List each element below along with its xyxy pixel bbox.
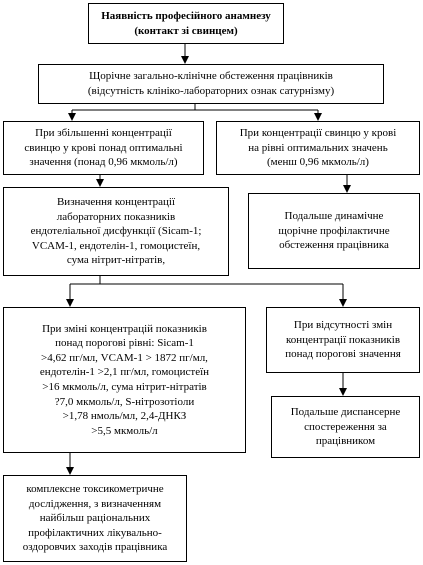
annual-exam-line: Щорічне загально-клінічне обстеження працівників: [89, 70, 333, 83]
lead-optimal-line: При концентрації свинцю у крові: [239, 127, 397, 140]
threshold-line: ендотелін-1 >2,1 пг/мл, гомоцистеїн: [39, 366, 210, 379]
lab-indicators-line: лабораторних показників: [56, 210, 176, 223]
dynamic-prophylaxis-line: Подальше динамічне: [284, 210, 384, 223]
toxicometric-line: дослідження, з визначенням: [28, 497, 162, 510]
box-lead-increase: [3, 121, 204, 175]
box-lab-indicators: [3, 187, 229, 276]
dispensary-line: Подальше диспансерне: [290, 406, 401, 419]
box-dynamic-prophylaxis: [248, 193, 420, 269]
box-lead-optimal: [216, 121, 420, 175]
box-professional-anamnesis: [88, 3, 284, 44]
threshold-line: >1,78 нмоль/мл, 2,4-ДНКЗ: [62, 410, 187, 423]
lead-increase-line: значення (понад 0,96 мкмоль/л): [29, 156, 178, 169]
lead-optimal-line: (менш 0,96 мкмоль/л): [267, 156, 369, 169]
toxicometric-line: найбільш раціональних: [39, 512, 151, 525]
annual-exam-line: (відсутність клініко-лабораторних ознак сатурнізму): [87, 85, 335, 97]
no-changes-line: При відсутності змін: [293, 319, 393, 332]
toxicometric-line: профілактичних лікувально-: [28, 526, 162, 539]
dynamic-prophylaxis-line: щорічне профілактичне: [278, 224, 390, 237]
box-no-changes: [266, 307, 420, 373]
dispensary-line: працівником: [315, 435, 376, 448]
threshold-line: >5,5 мкмоль/л: [91, 424, 158, 437]
lab-indicators-line: VCAM-1, ендотелін-1, гомоцистеїн,: [31, 239, 201, 252]
box-threshold-exceeded: [3, 307, 246, 453]
anamnesis-line: (контакт зі свинцем): [134, 24, 238, 37]
threshold-line: >4,62 пг/мл, VCAM-1 > 1872 пг/мл,: [41, 351, 208, 364]
no-changes-line: концентрації показників: [285, 333, 401, 346]
threshold-line: понад порогові рівні: Sicam-1: [55, 337, 194, 350]
threshold-line: >16 мкмоль/л, сума нітрит-нітратів: [42, 381, 207, 393]
lab-indicators-line: ендотеліальної дисфункції (Sicam-1;: [30, 225, 202, 238]
box-toxicometric: [3, 475, 187, 562]
dispensary-line: спостереження за: [304, 420, 387, 433]
lab-indicators-line: сума нітрит-нітратів,: [66, 254, 166, 267]
lead-increase-line: свинцю у крові понад оптимальні: [24, 141, 183, 154]
dynamic-prophylaxis-line: обстеження працівника: [279, 239, 389, 252]
lead-optimal-line: на рівні оптимальних значень: [248, 141, 388, 154]
box-annual-exam: [38, 64, 384, 104]
toxicometric-line: комплексне токсикометричне: [26, 483, 164, 496]
anamnesis-line: Наявність професійного анамнезу: [101, 9, 271, 22]
lead-increase-line: При збільшенні концентрації: [35, 127, 172, 140]
threshold-line: При зміні концентрацій показників: [42, 322, 207, 335]
box-dispensary: [271, 396, 420, 458]
no-changes-line: понад порогові значення: [285, 348, 401, 361]
toxicometric-line: оздоровчих заходів працівника: [22, 541, 168, 554]
threshold-line: ?7,0 мкмоль/л, S-нітрозотіоли: [54, 395, 195, 408]
lab-indicators-line: Визначення концентрації: [56, 196, 176, 209]
